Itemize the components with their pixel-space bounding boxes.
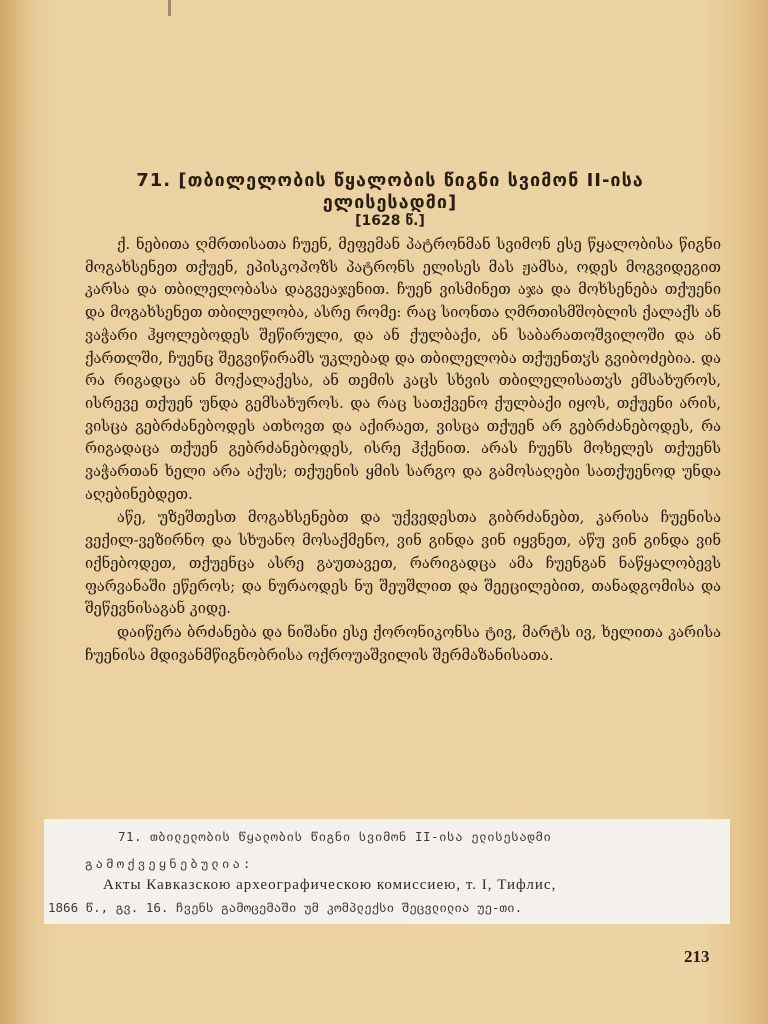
- paragraph-1: ქ. ნებითა ღმრთისათა ჩუენ, მეფემან პატრონმან სვიმონ ესე წყალობისა წიგნი მოგახსენეთ თქუენ, ეპისკოპოზს პატრონს ელისეს მას ჟამსა, ოდეს მოგვიდეგით კარსა და თბილელობასა დაგვეაჯენით. ჩუენ ვისმინეთ აჯა და მოხსენება თქუენი და მოგახსენეთ თბილელობა, ასრე რომე: რაც სიონთა ღმრთისმშობლის ქალაქს ან ვაჭარი ჰყოლებოდეს შეწირული, და ან ქულბაქი, ან საბარათოშვილოში და ან ქართლში, ჩუენც შეგვიწირამს უკლებად და თბილელობა თქუენთჳს გვიბოძებია. და რა რიგადცა ან მოქალაქესა, ან თემის კაცს სხვის თბილელისათჳს ემსახუროს, ისრევე თქუენ უნდა გემსახუროს. და რაც სათქვენო ქულბაქი იყოს, თქუენი არის, ვისცა გებრძანებოდეს ათხოვთ და აქირაეთ, ვისცა თქუენ არ გებრძანებოდეს, რა რიგადაცა თქუენ გებრძანებოდეს, ისრე ჰქენით. არას ჩუენს მოხელეს თქუენს ვაჭართან ხელი არა აქუს; თქუენის ყმის სარგო და გამოსაღები სათქუენოდ უნდა აღებინებდეთ.: [85, 236, 721, 503]
- page-number: 213: [684, 947, 710, 966]
- footnote-source: Акты Кавказскою археографическою комиссиею, т. I, Тифлис,: [103, 877, 557, 893]
- footnote-title: 71. თბილელობის წყალობის წიგნი სვიმონ II-ისა ელისესადმი: [118, 829, 552, 844]
- paragraph-3: დაიწერა ბრძანება და ნიშანი ესე ქორონიკონსა ტივ, მარტს ივ, ხელითა კარისა ჩუენისა მდივანმწიგნობრისა ოქროუაშვილის შერმაზანისათა.: [85, 623, 721, 664]
- footnote-published-label: გამოქვეყნებულია:: [85, 856, 254, 871]
- binding-mark: [168, 0, 171, 16]
- footnote-source-tail: 1866 წ., გვ. 16. ჩვენს გამოცემაში უმ კომპლექსი შეცვლილია უე-თი.: [48, 900, 523, 915]
- document-title-line2: ელისესადმი]: [322, 192, 458, 213]
- document-body: [85, 234, 721, 667]
- document-date: [1628 წ.]: [355, 213, 425, 229]
- paragraph-2: აწე, უზეშთესთ მოგახსენებთ და უქვედესთა გიბრძანებთ, კარისა ჩუენისა ვექილ-ვეზირნო და სხუანო მოსაქმენო, ვინ გინდა ვინ იყვნეთ, აწუ ვინ გინდა ვინ იქნებოდეთ, თქუენცა ასრე გაუთავეთ, რარიგადცა ამა ჩუენგან ნაწყალობევს ფარვანაში ეწეროს; და ნურაოდეს ნუ შეუშლით და შეეცილებით, თანადგომისა და შეწევნისაგან კიდე.: [85, 509, 721, 618]
- document-title-line1: 71. [თბილელობის წყალობის წიგნი სვიმონ II-ისა: [136, 170, 644, 191]
